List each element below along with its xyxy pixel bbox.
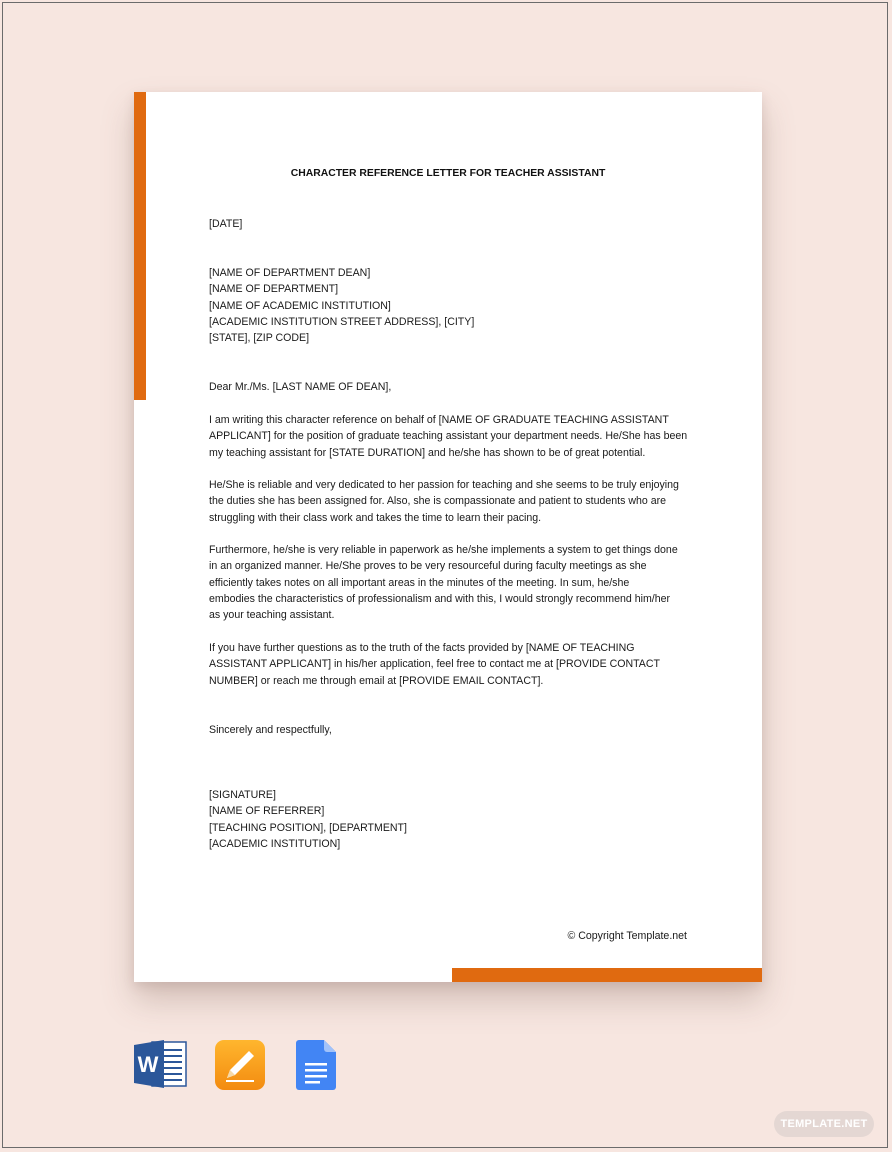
accent-bar-left: [134, 92, 146, 400]
recipient-line: [ACADEMIC INSTITUTION STREET ADDRESS], [CITY]: [209, 315, 475, 328]
paragraph-line: ASSISTANT APPLICANT] in his/her application, feel free to contact me at [PROVIDE CONTACT: [209, 658, 660, 671]
paragraph-3: [209, 542, 699, 623]
paragraph-line: struggling with their class work and takes the time to learn their pacing.: [209, 511, 542, 524]
google-docs-icon-graphic: [296, 1039, 338, 1091]
word-icon[interactable]: [134, 1039, 188, 1089]
paragraph-line: He/She is reliable and very dedicated to her passion for teaching and she seems to be truly enjoying: [209, 479, 679, 491]
pages-icon[interactable]: [214, 1039, 266, 1091]
recipient-line: [NAME OF DEPARTMENT]: [209, 283, 339, 296]
paragraph-line: efficiently takes notes on all important areas in the minutes of the meeting. In sum, he/she: [209, 576, 630, 589]
paragraph-line: NUMBER] or reach me through email at [PROVIDE EMAIL CONTACT].: [209, 674, 544, 687]
date-text: [DATE]: [209, 218, 243, 230]
watermark-badge: TEMPLATE.NET: [774, 1111, 874, 1137]
signature-block: [209, 787, 699, 852]
paragraph-line: I am writing this character reference on behalf of [NAME OF GRADUATE TEACHING ASSISTANT: [209, 414, 669, 426]
salutation-text: Dear Mr./Ms. [LAST NAME OF DEAN],: [209, 381, 392, 393]
paragraph-line: If you have further questions as to the truth of the facts provided by [NAME OF TEACHING: [209, 642, 635, 654]
paragraph-line: in an organized manner. He/She proves to be very resourceful during faculty meetings as she: [209, 560, 647, 573]
closing: [209, 722, 699, 738]
signature-line: [SIGNATURE]: [209, 789, 276, 801]
letter-page: [134, 92, 762, 982]
document-title: CHARACTER REFERENCE LETTER FOR TEACHER ASSISTANT: [290, 168, 606, 179]
recipient-address: [209, 265, 699, 346]
paragraph-line: my teaching assistant for [STATE DURATION] and he/she has shown to be of great potential.: [209, 446, 646, 459]
paragraph-line: as your teaching assistant.: [209, 609, 335, 622]
signature-line: [ACADEMIC INSTITUTION]: [209, 837, 341, 850]
accent-bar-bottom: [452, 968, 762, 982]
salutation: [209, 379, 699, 395]
closing-text: Sincerely and respectfully,: [209, 724, 332, 736]
pages-icon-graphic: [214, 1039, 266, 1091]
paragraph-line: embodies the characteristics of professionalism and with this, I would strongly recommend him/her: [209, 592, 671, 605]
paragraph-1: [209, 412, 699, 461]
paragraph-line: APPLICANT] for the position of graduate teaching assistant your department needs. He/She has been: [209, 430, 688, 443]
word-icon-graphic: [134, 1039, 188, 1089]
svg-text:W: W: [137, 1052, 159, 1077]
signature-line: [TEACHING POSITION], [DEPARTMENT]: [209, 821, 407, 834]
recipient-line: [NAME OF ACADEMIC INSTITUTION]: [209, 299, 391, 312]
paragraph-4: [209, 640, 699, 689]
paragraph-2: [209, 477, 699, 526]
google-docs-icon[interactable]: [296, 1039, 338, 1091]
paragraph-line: the duties she has been assigned for. Also, she is compassionate and patient to students who are: [209, 495, 667, 508]
date-line: [209, 216, 699, 232]
signature-line: [NAME OF REFERRER]: [209, 805, 325, 818]
recipient-line: [STATE], [ZIP CODE]: [209, 332, 310, 345]
paragraph-line: Furthermore, he/she is very reliable in paperwork as he/she implements a system to get things done: [209, 544, 678, 556]
copyright-notice: © Copyright Template.net: [567, 930, 687, 942]
recipient-line: [NAME OF DEPARTMENT DEAN]: [209, 267, 371, 279]
